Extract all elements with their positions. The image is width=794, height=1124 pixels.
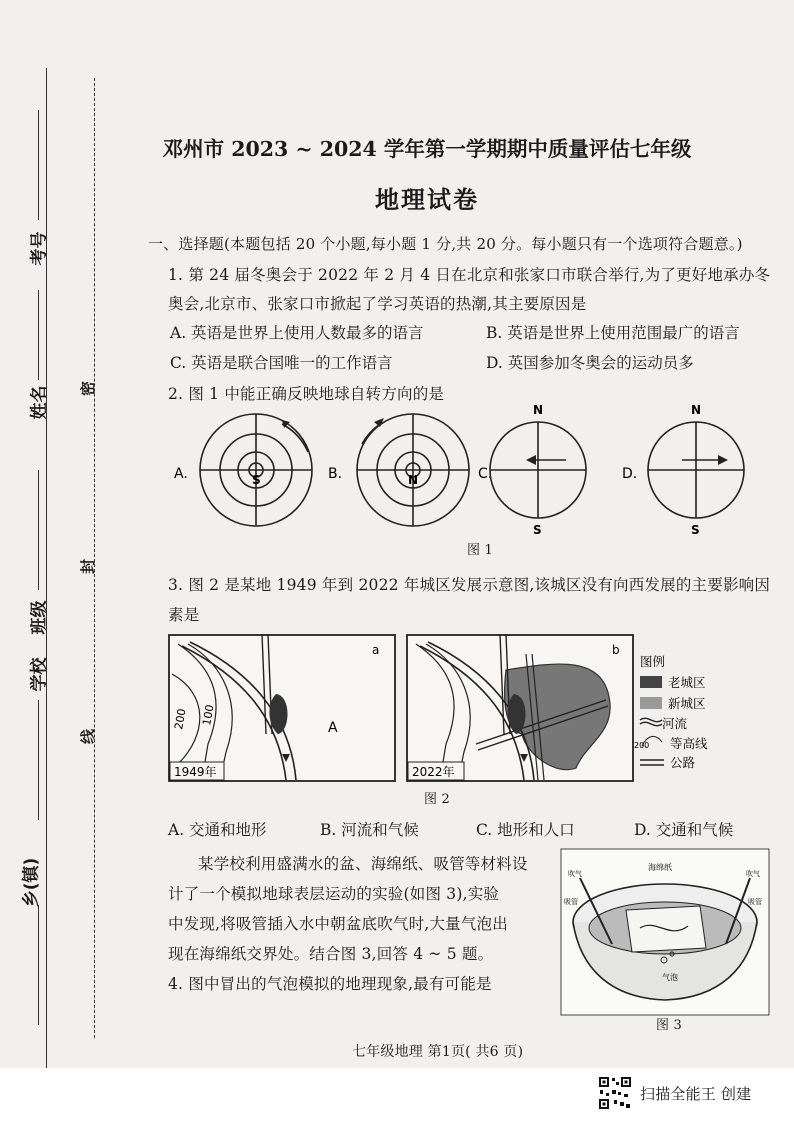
map-1949 — [169, 634, 395, 781]
fig1-globe-c — [490, 422, 586, 518]
fig1-pole-b: N — [408, 473, 419, 487]
q4-stem: 4. 图中冒出的气泡模拟的地理现象,最有可能是 — [168, 975, 492, 993]
figure-2-caption: 图 2 — [424, 792, 451, 807]
seal-mark-feng: 封 — [79, 558, 98, 575]
class-blank — [38, 470, 39, 590]
qr-code-icon — [598, 1076, 632, 1110]
map-a-year: 1949年 — [174, 765, 217, 779]
map-b-tag: b — [612, 643, 620, 657]
page-footer: 七年级地理 第1页( 共6 页) — [352, 1044, 524, 1060]
fig1-pole-d-top: N — [691, 403, 702, 417]
fig1-pole-a: S — [252, 473, 261, 487]
fig3-label-straw-right: 吸管 — [748, 898, 762, 906]
section-heading: 一、选择题(本题包括 20 个小题,每小题 1 分,共 20 分。每小题只有一个选项符合题意。) — [148, 235, 743, 253]
fig1-arrow-a — [282, 424, 308, 452]
fig1-option-d-label: D. — [622, 466, 638, 482]
legend-river: 河流 — [662, 716, 688, 731]
exam-number-label: 考号 — [29, 231, 50, 266]
fig3-label-sponge: 海绵纸 — [648, 863, 672, 872]
legend-road: 公路 — [670, 755, 696, 770]
fig3-label-blow-right: 吹气 — [746, 870, 760, 878]
map-a-tag: a — [372, 643, 380, 657]
q2-stem: 2. 图 1 中能正确反映地球自转方向的是 — [168, 385, 445, 403]
name-label: 姓名 — [29, 385, 50, 420]
passage-line-1: 某学校利用盛满水的盆、海绵纸、吸管等材料设 — [198, 855, 528, 873]
map-b-year: 2022年 — [412, 765, 455, 779]
passage-line-2: 计了一个模拟地球表层运动的实验(如图 3),实验 — [168, 885, 500, 903]
legend-old-city: 老城区 — [668, 675, 706, 690]
q3-line2: 素是 — [168, 606, 200, 624]
figure-1-caption: 图 1 — [467, 543, 494, 558]
q3-option-d: D. 交通和气候 — [634, 821, 734, 839]
q1-option-b: B. 英语是世界上使用范围最广的语言 — [486, 324, 740, 342]
q3-option-b: B. 河流和气候 — [320, 821, 419, 839]
seal-mark-xian: 线 — [79, 728, 98, 745]
q3-option-a: A. 交通和地形 — [168, 821, 267, 839]
name-blank — [38, 290, 39, 380]
fig3-label-bubbles: 气泡 — [662, 973, 678, 982]
q1-option-d: D. 英国参加冬奥会的运动员多 — [486, 354, 694, 372]
subject-title: 地理试卷 — [375, 185, 479, 214]
figure-3 — [560, 848, 770, 1018]
fig1-globe-b — [357, 414, 469, 526]
township-blank — [38, 905, 39, 1025]
exam-title: 邓州市 2023 ~ 2024 学年第一学期期中质量评估七年级 — [162, 137, 692, 161]
q1-option-a: A. 英语是世界上使用人数最多的语言 — [170, 324, 424, 342]
q1-option-c: C. 英语是联合国唯一的工作语言 — [170, 354, 393, 372]
q3-option-c: C. 地形和人口 — [476, 821, 575, 839]
figure-2 — [168, 634, 748, 784]
school-blank — [38, 700, 39, 820]
class-label: 班级 — [29, 600, 50, 635]
school-label: 学校 — [29, 657, 50, 692]
binding-solid-line — [46, 68, 47, 1068]
map-2022 — [407, 634, 633, 781]
figure-1 — [160, 400, 780, 560]
fig3-label-blow-left: 吹气 — [568, 870, 582, 878]
map-a-point: A — [328, 720, 338, 736]
passage-line-3: 中发现,将吸管插入水中朝盆底吹气时,大量气泡出 — [168, 915, 508, 933]
passage-line-4: 现在海绵纸交界处。结合图 3,回答 4 ~ 5 题。 — [168, 945, 494, 963]
q1-line1: 1. 第 24 届冬奥会于 2022 年 2 月 4 日在北京和张家口市联合举行,为了更好地承办冬 — [168, 266, 771, 284]
fig3-label-straw-left: 吸管 — [564, 898, 578, 906]
seal-mark-mi: 密 — [79, 380, 98, 397]
fig1-option-a-label: A. — [174, 466, 188, 482]
scanner-label: 扫描全能王 创建 — [640, 1085, 752, 1103]
fig1-pole-c-top: N — [533, 403, 544, 417]
legend-new-city: 新城区 — [668, 696, 706, 711]
figure-3-caption: 图 3 — [656, 1018, 683, 1033]
legend-contour: 等高线 — [670, 736, 708, 751]
map-a-contour-100: 100 — [200, 703, 217, 727]
fig1-option-b-label: B. — [328, 466, 343, 482]
q1-line2: 奥会,北京市、张家口市掀起了学习英语的热潮,其主要原因是 — [168, 295, 587, 313]
fig1-globe-d — [648, 422, 744, 518]
fig1-pole-d-bottom: S — [691, 523, 700, 537]
fig1-pole-c-bottom: S — [533, 523, 542, 537]
fig1-globe-a — [200, 414, 312, 526]
q3-line1: 3. 图 2 是某地 1949 年到 2022 年城区发展示意图,该城区没有向西发展的主要影响因 — [168, 576, 771, 594]
legend-contour-sample: 200 — [634, 741, 650, 750]
township-label: 乡(镇) — [21, 857, 42, 908]
figure-2-legend — [634, 654, 708, 770]
map-a-contour-200: 200 — [172, 707, 189, 731]
fig1-option-c-label: C. — [478, 466, 493, 482]
legend-title: 图例 — [640, 654, 666, 669]
